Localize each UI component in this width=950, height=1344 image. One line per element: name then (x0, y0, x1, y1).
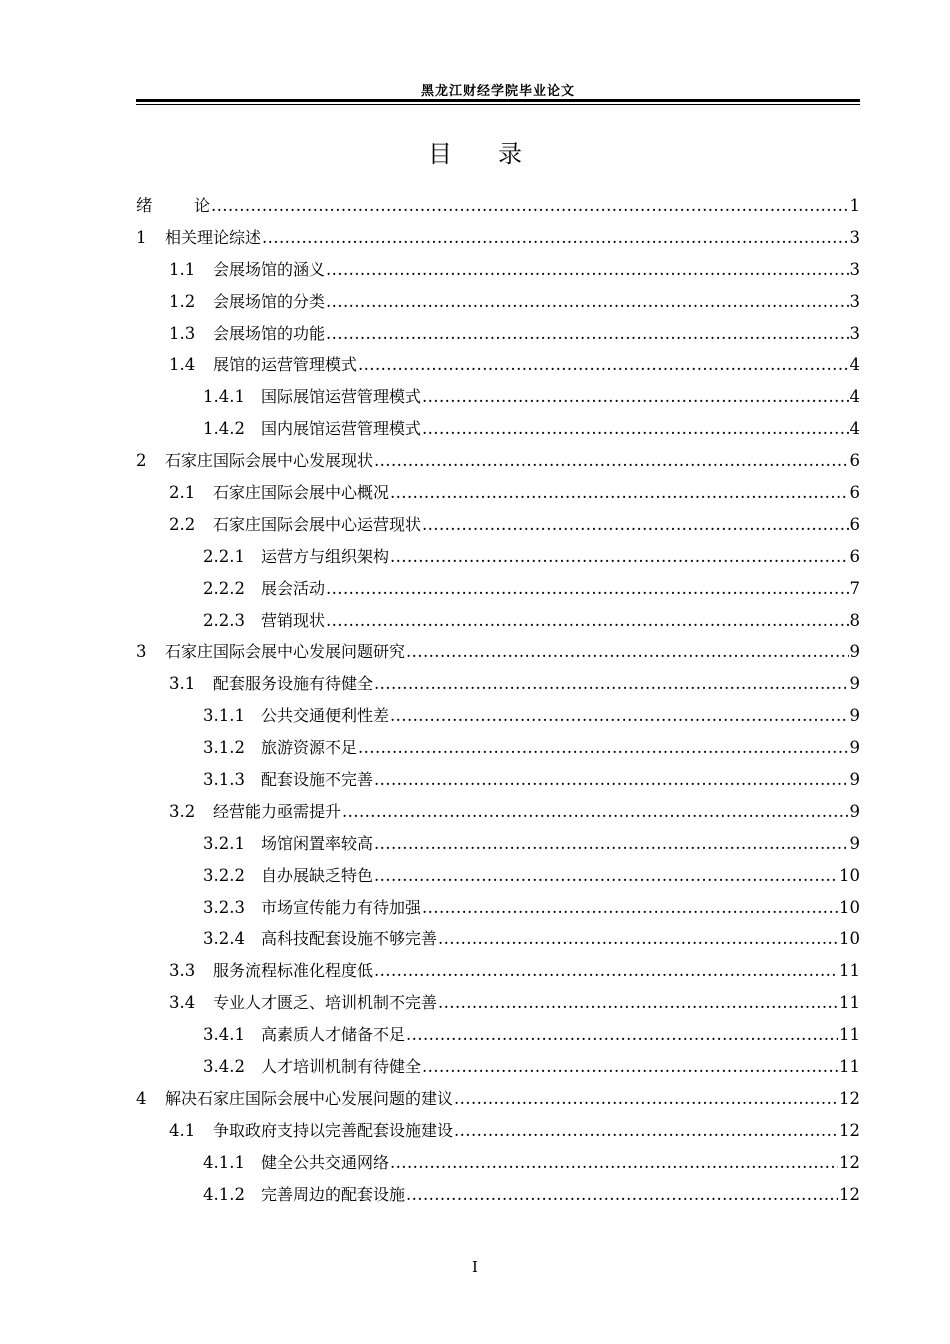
toc-entry-page: 10 (839, 929, 860, 949)
toc-entry-number: 1.4.1 (203, 387, 245, 407)
toc-entry-page: 6 (849, 483, 860, 503)
toc-entry-number: 3 (136, 642, 147, 662)
toc-dot-leader (422, 1055, 838, 1079)
toc-entry[interactable] (136, 1119, 860, 1151)
toc-dot-leader (422, 513, 848, 537)
toc-entry[interactable] (136, 322, 860, 354)
toc-entry-title: 会展场馆的功能 (213, 323, 326, 343)
toc-entry[interactable] (136, 832, 860, 864)
toc-entry-page: 3 (849, 291, 860, 311)
toc-dot-leader (342, 800, 848, 824)
toc-entry[interactable] (136, 800, 860, 832)
toc-entry-title: 人才培训机制有待健全 (261, 1057, 422, 1077)
toc-entry-page: 11 (839, 1057, 860, 1077)
toc-dot-leader (211, 194, 848, 218)
toc-entry-number: 3.2.3 (203, 897, 245, 917)
toc-entry-page: 1 (849, 196, 860, 215)
toc-entry-number: 3.4.1 (203, 1025, 245, 1045)
toc-entry-number: 1.4.2 (203, 419, 245, 439)
toc-entry-number: 3.2.2 (203, 865, 245, 885)
toc-entry-number: 1.4 (169, 355, 196, 375)
toc-dot-leader (326, 290, 848, 314)
toc-dot-leader (390, 704, 848, 728)
toc-entry-number: 3.4 (169, 993, 196, 1013)
toc-entry-page: 9 (849, 674, 860, 694)
toc-entry-title: 相关理论综述 (165, 227, 262, 247)
toc-entry-page: 12 (839, 1184, 860, 1204)
toc-entry-page: 4 (849, 387, 860, 407)
toc-dot-leader (326, 577, 848, 601)
toc-entry-number: 2.2 (169, 514, 196, 534)
toc-entry-title: 展会活动 (261, 578, 326, 598)
toc-dot-leader (358, 353, 848, 377)
toc-entry-title: 市场宣传能力有待加强 (261, 897, 422, 917)
toc-entry-page: 12 (839, 1120, 860, 1140)
toc-entry-number: 3.2.1 (203, 833, 245, 853)
toc-entry[interactable] (136, 290, 860, 322)
toc-dot-leader (374, 768, 848, 792)
toc-entry-number: 3.1.1 (203, 706, 245, 726)
toc-entry-number: 2 (136, 451, 147, 471)
toc-entry[interactable] (136, 991, 860, 1023)
footer-page-number: I (472, 1258, 478, 1276)
toc-entry-number: 2.2.2 (203, 578, 245, 598)
toc-entry-page: 10 (839, 865, 860, 885)
toc-entry-number: 1 (136, 227, 147, 247)
toc-entry[interactable] (136, 1183, 860, 1215)
toc-entry-number: 1.1 (169, 259, 196, 279)
toc-entry-title: 石家庄国际会展中心发展现状 (165, 451, 374, 471)
toc-entry-number: 3.1.2 (203, 738, 245, 758)
toc-entry-number: 1.2 (169, 291, 196, 311)
toc-entry[interactable] (136, 704, 860, 736)
toc-entry-title: 经营能力亟需提升 (213, 801, 342, 821)
toc-dot-leader (438, 927, 838, 951)
toc-entry[interactable] (136, 577, 860, 609)
toc-heading (0, 134, 950, 169)
toc-entry-title: 配套设施不完善 (261, 770, 374, 790)
toc-entry-title: 国际展馆运营管理模式 (261, 387, 422, 407)
toc-entry[interactable] (136, 226, 860, 258)
toc-entry-page: 3 (849, 323, 860, 343)
toc-dot-leader (262, 226, 848, 250)
toc-dot-leader (422, 896, 838, 920)
toc-entry-page: 8 (849, 610, 860, 630)
toc-dot-leader (406, 1183, 838, 1207)
toc-entry-page: 11 (839, 961, 860, 981)
toc-entry-title: 专业人才匮乏、培训机制不完善 (213, 993, 438, 1013)
toc-entry-number: 2.2.3 (203, 610, 245, 630)
toc-entry[interactable] (136, 672, 860, 704)
toc-dot-leader (454, 1119, 838, 1143)
toc-entry-number: 3.2.4 (203, 929, 245, 949)
toc-entry-title: 展馆的运营管理模式 (213, 355, 358, 375)
toc-entry-title: 运营方与组织架构 (261, 546, 390, 566)
toc-entry-page: 4 (849, 355, 860, 375)
toc-entry[interactable] (136, 1087, 860, 1119)
toc-entry-page: 9 (849, 642, 860, 662)
toc-entry[interactable] (136, 1151, 860, 1183)
toc-entry-title: 场馆闲置率较高 (261, 833, 374, 853)
toc-entry-number: 3.1.3 (203, 770, 245, 790)
toc-entry-page: 12 (839, 1152, 860, 1172)
toc-entry[interactable] (136, 864, 860, 896)
toc-entry-page: 6 (849, 546, 860, 566)
toc-entry-page: 7 (849, 578, 860, 598)
toc-entry-title: 营销现状 (261, 610, 326, 630)
header-rule-thick (136, 99, 860, 102)
toc-entry[interactable] (136, 609, 860, 641)
toc-entry-page: 10 (839, 897, 860, 917)
toc-entry-number: 2.1 (169, 483, 196, 503)
toc-heading-right: 录 (498, 140, 522, 168)
toc-entry-title: 会展场馆的分类 (213, 291, 326, 311)
toc-entry-page: 3 (849, 227, 860, 247)
header-rule-thin (136, 104, 860, 105)
toc-dot-leader (358, 736, 848, 760)
toc-entry-title: 高素质人才储备不足 (261, 1025, 406, 1045)
toc-dot-leader (438, 991, 838, 1015)
toc-entry[interactable] (136, 1055, 860, 1087)
toc-entry-number: 3.3 (169, 961, 196, 981)
toc-entry-page: 9 (849, 738, 860, 758)
toc-dot-leader (374, 672, 848, 696)
toc-entry[interactable] (136, 896, 860, 928)
toc-entry-title: 服务流程标准化程度低 (213, 961, 374, 981)
toc-entry[interactable] (136, 481, 860, 513)
toc-entry-title: 争取政府支持以完善配套设施建设 (213, 1120, 454, 1140)
toc-entry-page: 11 (839, 1025, 860, 1045)
toc-entry-title: 论 (194, 196, 211, 215)
toc-heading-left: 目 (428, 140, 452, 168)
toc-entry-number: 4 (136, 1088, 147, 1108)
toc-entry[interactable] (136, 959, 860, 991)
toc-entry-title: 国内展馆运营管理模式 (261, 419, 422, 439)
toc-dot-leader (406, 640, 848, 664)
toc-entry-number: 3.1 (169, 674, 196, 694)
toc-entry[interactable] (136, 194, 860, 226)
toc-entry-number: 4.1.1 (203, 1152, 245, 1172)
toc-entry-title: 高科技配套设施不够完善 (261, 929, 438, 949)
toc-entry-title: 完善周边的配套设施 (261, 1184, 406, 1204)
table-of-contents (136, 194, 860, 1215)
toc-entry[interactable] (136, 1023, 860, 1055)
toc-dot-leader (406, 1023, 838, 1047)
toc-entry-title: 健全公共交通网络 (261, 1152, 390, 1172)
toc-dot-leader (390, 545, 848, 569)
toc-entry[interactable] (136, 927, 860, 959)
toc-entry-page: 9 (849, 770, 860, 790)
toc-entry[interactable] (136, 736, 860, 768)
toc-entry-title: 自办展缺乏特色 (261, 865, 374, 885)
toc-entry-number: 绪 (136, 196, 153, 215)
toc-entry-title: 石家庄国际会展中心概况 (213, 483, 390, 503)
toc-entry[interactable] (136, 768, 860, 800)
toc-entry-title: 石家庄国际会展中心发展问题研究 (165, 642, 406, 662)
toc-entry-page: 11 (839, 993, 860, 1013)
toc-entry-page: 12 (839, 1088, 860, 1108)
toc-dot-leader (390, 1151, 838, 1175)
toc-dot-leader (326, 609, 848, 633)
toc-entry-number: 4.1.2 (203, 1184, 245, 1204)
toc-entry-page: 9 (849, 706, 860, 726)
toc-entry[interactable] (136, 353, 860, 385)
toc-entry[interactable] (136, 449, 860, 481)
toc-entry-number: 4.1 (169, 1120, 196, 1140)
toc-dot-leader (422, 417, 848, 441)
toc-dot-leader (326, 258, 848, 282)
toc-entry[interactable] (136, 640, 860, 672)
toc-entry-page: 6 (849, 451, 860, 471)
toc-entry-number: 1.3 (169, 323, 196, 343)
toc-entry-page: 4 (849, 419, 860, 439)
toc-entry[interactable] (136, 417, 860, 449)
toc-entry[interactable] (136, 258, 860, 290)
toc-dot-leader (374, 832, 848, 856)
toc-dot-leader (390, 481, 848, 505)
toc-entry-title: 配套服务设施有待健全 (213, 674, 374, 694)
toc-entry-number: 3.4.2 (203, 1057, 245, 1077)
toc-dot-leader (374, 959, 838, 983)
toc-dot-leader (374, 449, 848, 473)
toc-dot-leader (374, 864, 838, 888)
toc-entry[interactable] (136, 545, 860, 577)
toc-entry-page: 9 (849, 833, 860, 853)
toc-dot-leader (454, 1087, 838, 1111)
toc-entry-title: 公共交通便利性差 (261, 706, 390, 726)
toc-entry-title: 石家庄国际会展中心运营现状 (213, 514, 422, 534)
toc-entry[interactable] (136, 385, 860, 417)
toc-entry-title: 会展场馆的涵义 (213, 259, 326, 279)
toc-entry-page: 3 (849, 259, 860, 279)
running-header-title: 黑龙江财经学院毕业论文 (420, 84, 575, 99)
toc-entry-title: 解决石家庄国际会展中心发展问题的建议 (165, 1088, 454, 1108)
toc-dot-leader (422, 385, 848, 409)
toc-entry[interactable] (136, 513, 860, 545)
toc-entry-page: 9 (849, 801, 860, 821)
toc-entry-number: 3.2 (169, 801, 196, 821)
toc-entry-page: 6 (849, 514, 860, 534)
toc-dot-leader (326, 322, 848, 346)
toc-entry-title: 旅游资源不足 (261, 738, 358, 758)
toc-entry-number: 2.2.1 (203, 546, 245, 566)
